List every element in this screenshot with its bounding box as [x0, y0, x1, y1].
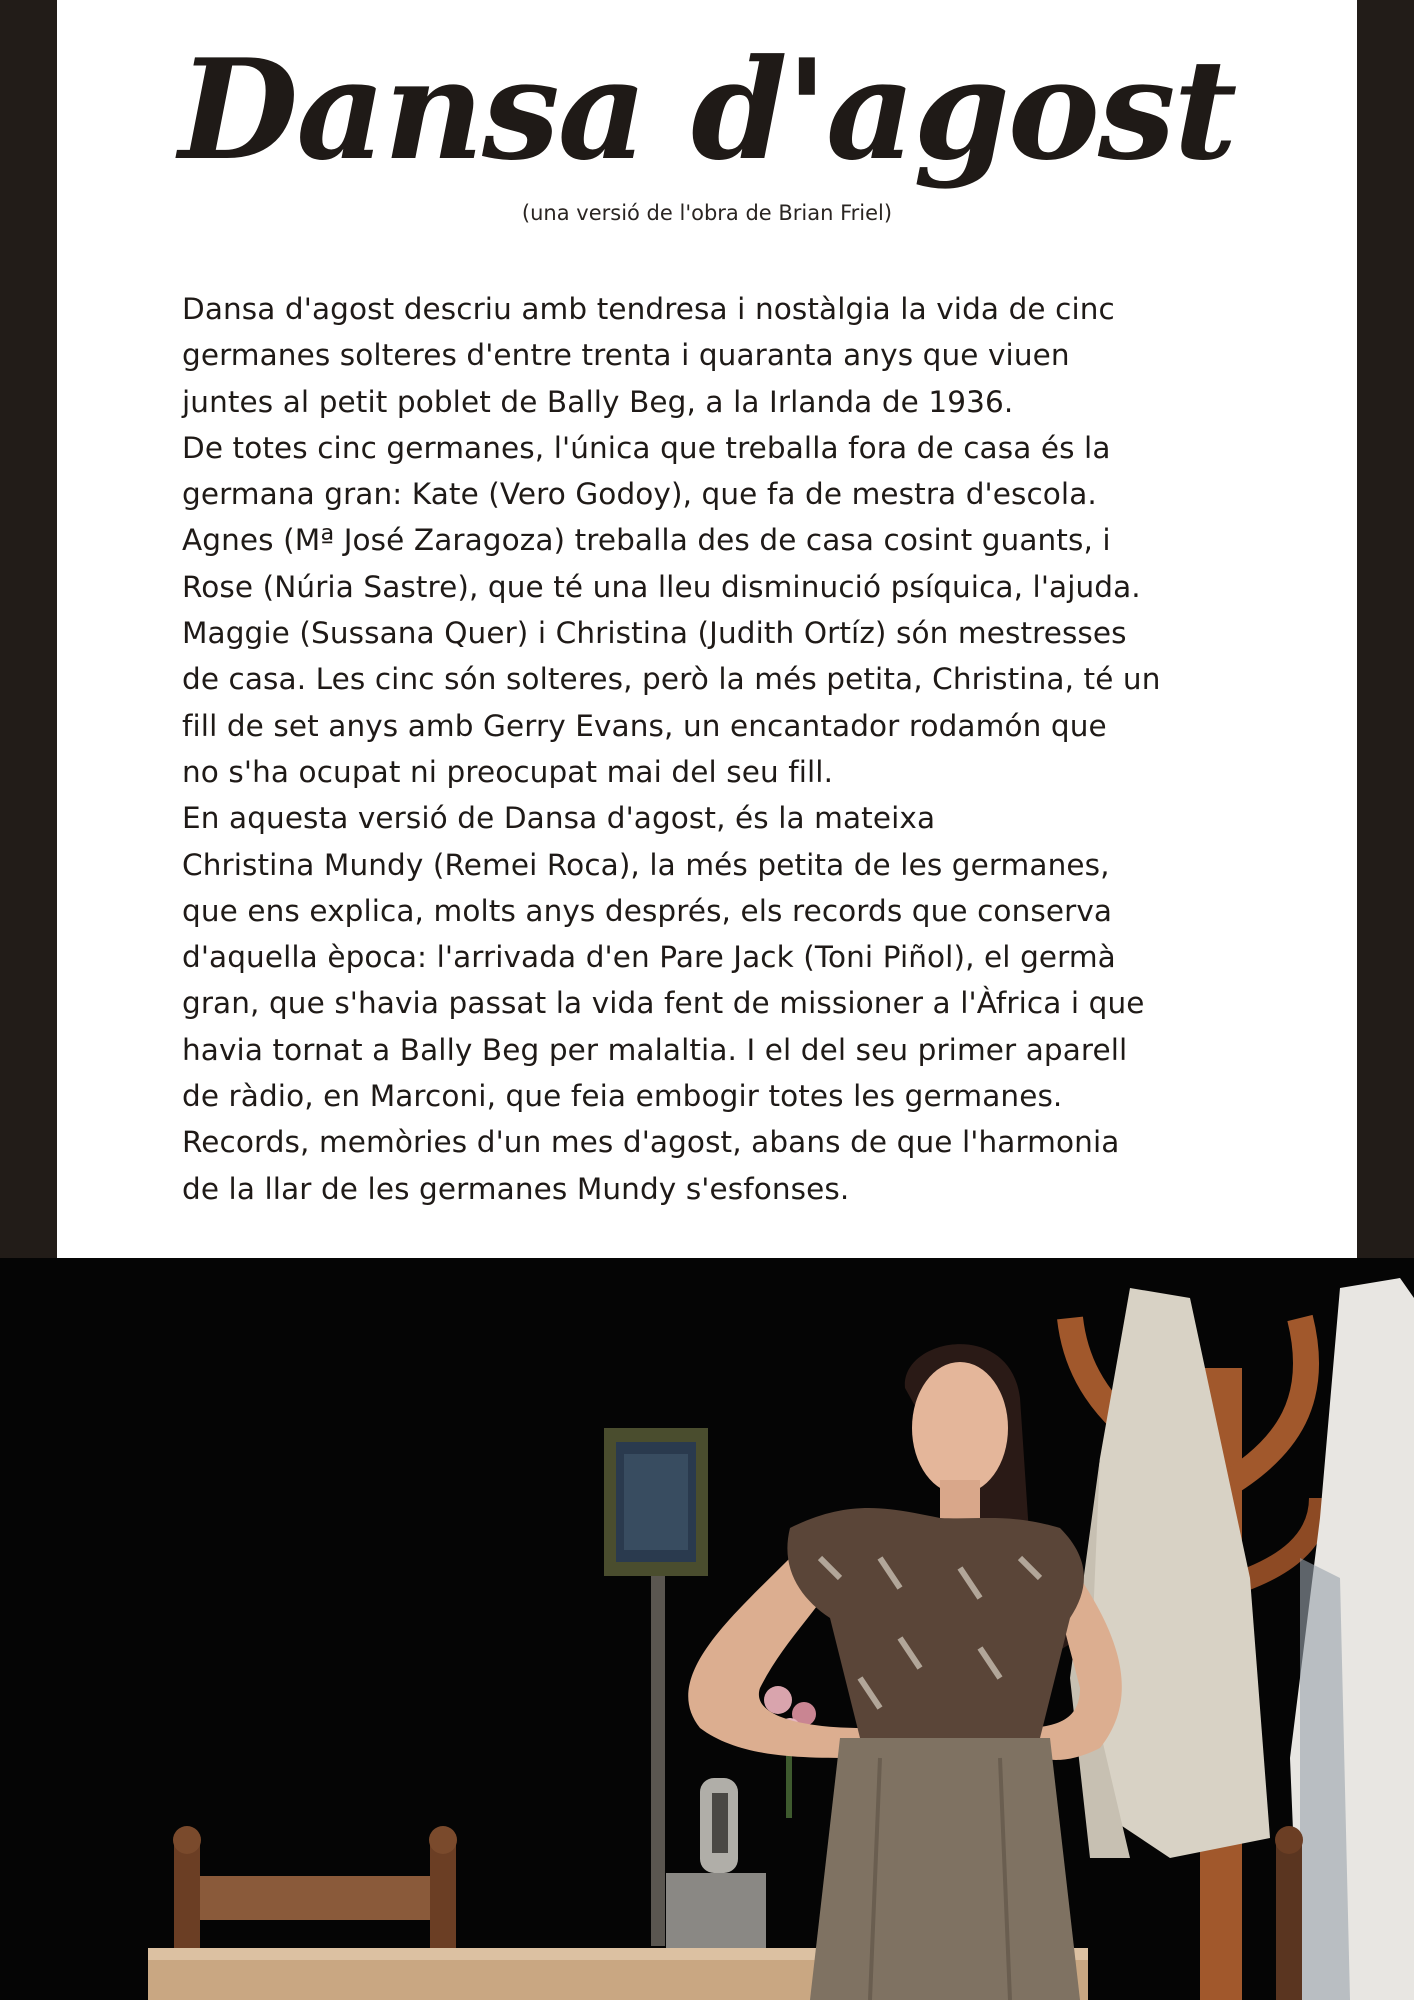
synopsis-line: gran, que s'havia passat la vida fent de missioner a l'Àfrica i que — [182, 986, 1145, 1021]
synopsis-text — [182, 286, 1242, 1212]
synopsis-line: germanes solteres d'entre trenta i quaranta anys que viuen — [182, 338, 1070, 373]
synopsis-line: Rose (Núria Sastre), que té una lleu disminució psíquica, l'ajuda. — [182, 569, 1141, 604]
synopsis-line: de la llar de les germanes Mundy s'esfonses. — [182, 1171, 850, 1206]
text-page — [57, 0, 1357, 1258]
synopsis-line: no s'ha ocupat ni preocupat mai del seu fill. — [182, 754, 834, 789]
stage-photo — [0, 1258, 1414, 2000]
synopsis-line: juntes al petit poblet de Bally Beg, a la Irlanda de 1936. — [182, 384, 1014, 419]
chair-right — [1275, 1826, 1303, 2000]
synopsis-line: havia tornat a Bally Beg per malaltia. I el del seu primer aparell — [182, 1032, 1128, 1067]
synopsis-line: d'aquella època: l'arrivada d'en Pare Jack (Toni Piñol), el germà — [182, 940, 1116, 975]
synopsis-line: Agnes (Mª José Zaragoza) treballa des de casa cosint guants, i — [182, 523, 1111, 558]
synopsis-line: Maggie (Sussana Quer) i Christina (Judith Ortíz) són mestresses — [182, 616, 1127, 651]
synopsis-line: Christina Mundy (Remei Roca), la més petita de les germanes, — [182, 847, 1110, 882]
page-title: Dansa d'agost — [178, 28, 1236, 191]
synopsis-line: de casa. Les cinc són solteres, però la més petita, Christina, té un — [182, 662, 1161, 697]
synopsis-line: de ràdio, en Marconi, que feia embogir totes les germanes. — [182, 1079, 1063, 1114]
synopsis-line: Dansa d'agost descriu amb tendresa i nostàlgia la vida de cinc — [182, 292, 1115, 326]
synopsis-line: De totes cinc germanes, l'única que treballa fora de casa és la — [182, 430, 1111, 465]
synopsis-line: Records, memòries d'un mes d'agost, abans de que l'harmonia — [182, 1125, 1120, 1160]
page-subtitle: (una versió de l'obra de Brian Friel) — [521, 201, 893, 225]
synopsis-line: que ens explica, molts anys després, els records que conserva — [182, 893, 1113, 928]
synopsis-line: fill de set anys amb Gerry Evans, un encantador rodamón que — [182, 708, 1107, 743]
synopsis-line: En aquesta versió de Dansa d'agost, és la mateixa — [182, 801, 936, 836]
synopsis-line: germana gran: Kate (Vero Godoy), que fa de mestra d'escola. — [182, 477, 1097, 512]
